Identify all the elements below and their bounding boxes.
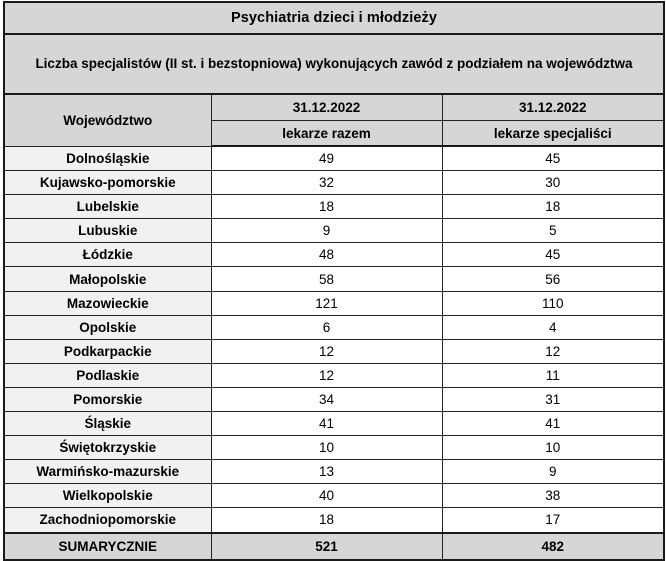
row-value-total: 9 bbox=[211, 219, 442, 243]
row-value-specialists: 30 bbox=[442, 171, 664, 195]
table-row bbox=[4, 412, 664, 436]
row-value-specialists: 110 bbox=[442, 291, 664, 315]
row-value-total: 34 bbox=[211, 387, 442, 411]
row-value-total: 6 bbox=[211, 315, 442, 339]
row-value-total: 58 bbox=[211, 267, 442, 291]
row-voivodeship-name: Mazowieckie bbox=[4, 291, 211, 315]
title-row bbox=[4, 2, 664, 34]
row-value-total: 32 bbox=[211, 171, 442, 195]
row-value-specialists: 17 bbox=[442, 508, 664, 533]
row-voivodeship-name: Opolskie bbox=[4, 315, 211, 339]
table-row bbox=[4, 219, 664, 243]
row-voivodeship-name: Podkarpackie bbox=[4, 339, 211, 363]
row-voivodeship-name: Świętokrzyskie bbox=[4, 436, 211, 460]
row-value-total: 121 bbox=[211, 291, 442, 315]
table-row bbox=[4, 146, 664, 171]
table-row bbox=[4, 171, 664, 195]
column-header-wojewodztwo: Województwo bbox=[4, 94, 211, 146]
table-row bbox=[4, 460, 664, 484]
table-row bbox=[4, 484, 664, 508]
row-value-total: 49 bbox=[211, 146, 442, 171]
table-row bbox=[4, 508, 664, 533]
column-header-date-2: 31.12.2022 bbox=[442, 94, 664, 121]
row-voivodeship-name: Dolnośląskie bbox=[4, 146, 211, 171]
total-row-label: SUMARYCZNIE bbox=[4, 533, 211, 560]
table-title: Psychiatria dzieci i młodzieży bbox=[4, 2, 664, 34]
row-value-total: 40 bbox=[211, 484, 442, 508]
row-voivodeship-name: Pomorskie bbox=[4, 387, 211, 411]
specialists-statistics-table bbox=[3, 1, 665, 561]
row-value-specialists: 41 bbox=[442, 412, 664, 436]
row-voivodeship-name: Małopolskie bbox=[4, 267, 211, 291]
table-body bbox=[4, 146, 664, 533]
row-value-specialists: 45 bbox=[442, 146, 664, 171]
row-voivodeship-name: Śląskie bbox=[4, 412, 211, 436]
column-header-row-dates bbox=[4, 94, 664, 121]
column-header-date-1: 31.12.2022 bbox=[211, 94, 442, 121]
row-value-total: 18 bbox=[211, 508, 442, 533]
row-value-specialists: 5 bbox=[442, 219, 664, 243]
row-voivodeship-name: Zachodniopomorskie bbox=[4, 508, 211, 533]
row-value-total: 12 bbox=[211, 363, 442, 387]
table-row bbox=[4, 315, 664, 339]
table-row bbox=[4, 291, 664, 315]
table-row bbox=[4, 243, 664, 267]
table-header bbox=[4, 2, 664, 146]
row-value-specialists: 56 bbox=[442, 267, 664, 291]
row-voivodeship-name: Łódzkie bbox=[4, 243, 211, 267]
row-voivodeship-name: Podlaskie bbox=[4, 363, 211, 387]
table-row bbox=[4, 363, 664, 387]
row-value-specialists: 45 bbox=[442, 243, 664, 267]
row-value-total: 41 bbox=[211, 412, 442, 436]
row-value-total: 12 bbox=[211, 339, 442, 363]
table-container bbox=[0, 1, 666, 554]
row-value-total: 18 bbox=[211, 195, 442, 219]
row-value-specialists: 18 bbox=[442, 195, 664, 219]
row-voivodeship-name: Warmińsko-mazurskie bbox=[4, 460, 211, 484]
row-value-specialists: 12 bbox=[442, 339, 664, 363]
row-value-specialists: 4 bbox=[442, 315, 664, 339]
row-value-total: 13 bbox=[211, 460, 442, 484]
row-voivodeship-name: Lubuskie bbox=[4, 219, 211, 243]
row-value-total: 48 bbox=[211, 243, 442, 267]
subtitle-row bbox=[4, 34, 664, 94]
row-value-specialists: 10 bbox=[442, 436, 664, 460]
total-row bbox=[4, 533, 664, 560]
total-row-value-total: 521 bbox=[211, 533, 442, 560]
table-row bbox=[4, 267, 664, 291]
row-voivodeship-name: Lubelskie bbox=[4, 195, 211, 219]
row-value-total: 10 bbox=[211, 436, 442, 460]
row-value-specialists: 31 bbox=[442, 387, 664, 411]
row-value-specialists: 38 bbox=[442, 484, 664, 508]
table-row bbox=[4, 195, 664, 219]
total-row-value-specialists: 482 bbox=[442, 533, 664, 560]
table-row bbox=[4, 339, 664, 363]
table-footer bbox=[4, 533, 664, 560]
column-header-lekarze-razem: lekarze razem bbox=[211, 121, 442, 147]
row-voivodeship-name: Wielkopolskie bbox=[4, 484, 211, 508]
row-voivodeship-name: Kujawsko-pomorskie bbox=[4, 171, 211, 195]
table-row bbox=[4, 436, 664, 460]
row-value-specialists: 11 bbox=[442, 363, 664, 387]
table-row bbox=[4, 387, 664, 411]
row-value-specialists: 9 bbox=[442, 460, 664, 484]
column-header-lekarze-specjalisci: lekarze specjaliści bbox=[442, 121, 664, 147]
table-subtitle: Liczba specjalistów (II st. i bezstopniowa) wykonujących zawód z podziałem na województwa bbox=[4, 34, 664, 94]
